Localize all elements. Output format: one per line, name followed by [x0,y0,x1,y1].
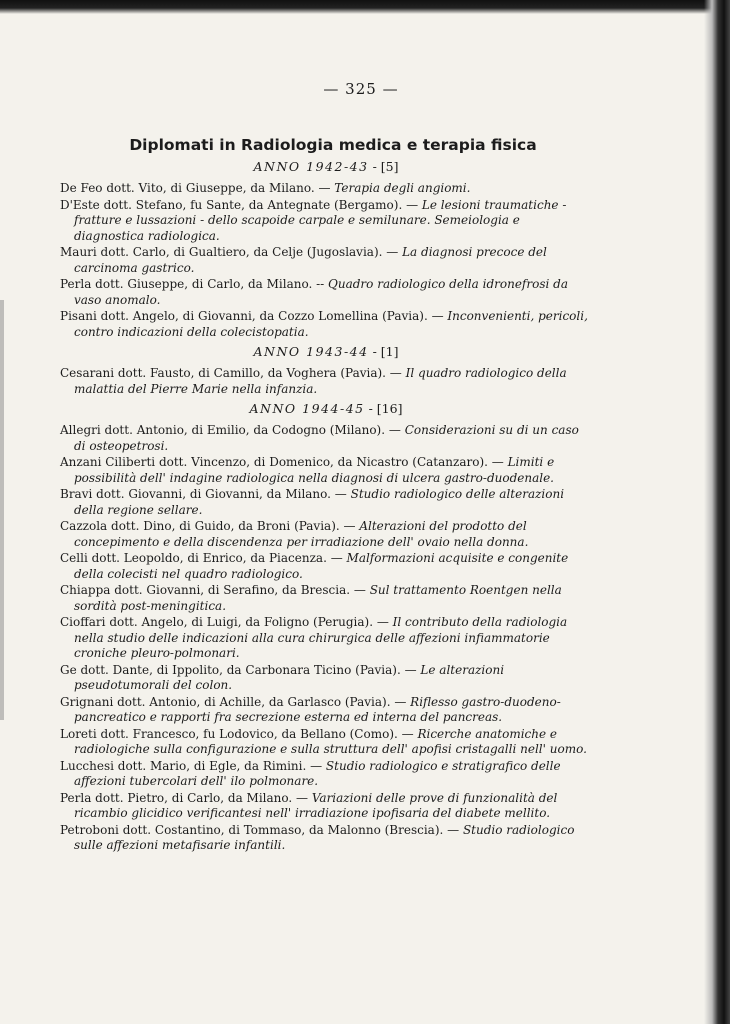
entry-thesis: Alterazioni del prodotto del concepimento e della discendenza per irradiazione dell' ovaio nella donna. [74,519,529,549]
entry-name: Cesarani dott. Fausto, di Camillo, da Voghera (Pavia). — [60,366,406,380]
year-label: ANNO 1943-44 [253,344,369,359]
year-section [60,159,592,340]
diploma-entry [60,791,592,822]
year-count: [1] [380,344,399,359]
entry-name: Pisani dott. Angelo, di Giovanni, da Cozzo Lomellina (Pavia). — [60,309,448,323]
entry-name: Allegri dott. Antonio, di Emilio, da Codogno (Milano). — [60,423,405,437]
entry-thesis: Il contributo della radiologia nella studio delle indicazioni alla cura chirurgica delle affezioni infiammatorie croniche pleuro-polmonari. [74,615,568,660]
entry-thesis: Terapia degli angiomi. [334,181,471,195]
diploma-entry [60,663,592,694]
diploma-entry [60,245,592,276]
entry-name: Lucchesi dott. Mario, di Egle, da Rimini. — [60,758,326,773]
page-title: Diplomati in Radiologia medica e terapia fisica [129,136,537,154]
entry-thesis: Quadro radiologico della idronefrosi da vaso anomalo. [74,277,568,307]
diploma-entry [60,366,592,397]
entry-name: De Feo dott. Vito, di Giuseppe, da Milano. — [60,181,335,195]
year-heading [60,159,592,174]
scan-binding-shadow [0,300,4,720]
year-section [60,401,592,854]
year-label: ANNO 1942-43 [253,159,369,174]
entry-name: Mauri dott. Carlo, di Gualtiero, da Celje (Jugoslavia). — [60,245,403,259]
entry-thesis: Ricerche anatomiche e radiologiche sulla configurazione e sulla struttura dell' apofisi cristagalli nell' uomo. [74,726,587,756]
entry-thesis: La diagnosi precoce del carcinoma gastrico. [74,245,547,275]
entry-name: Ge dott. Dante, di Ippolito, da Carbonara Ticino (Pavia). — [60,662,421,677]
entry-thesis: Le alterazioni pseudotumorali del colon. [74,662,505,692]
diploma-entry [60,519,592,550]
entry-thesis: Malformazioni acquisite e congenite della colecisti nel quadro radiologico. [74,551,569,581]
entry-name: Loreti dott. Francesco, fu Lodovico, da Bellano (Como). — [60,726,418,741]
entry-name: D'Este dott. Stefano, fu Sante, da Antegnate (Bergamo). — [60,197,422,212]
year-section [60,344,592,397]
diploma-entry [60,583,592,614]
entry-thesis: Le lesioni traumatiche - fratture e lussazioni - dello scapoide carpale e semilunare. Semeiologia e diagnostica radiologica. [74,197,567,243]
entry-thesis: Studio radiologico sulle affezioni metafisarie infantili. [74,822,575,852]
diploma-entry [60,759,592,790]
entry-name: Grignani dott. Antonio, di Achille, da Garlasco (Pavia). — [60,694,411,709]
year-label: ANNO 1944-45 [249,401,365,416]
entry-thesis: Studio radiologico e stratigrafico delle affezioni tubercolari dell' ilo polmonare. [74,758,561,788]
diploma-entry [60,277,592,308]
diploma-entry [60,615,592,662]
scan-edge-right [704,0,730,1024]
entry-thesis: Riflesso gastro-duodeno-pancreatico e rapporti fra secrezione esterna ed interna del pancreas. [74,694,561,724]
entry-thesis: Studio radiologico delle alterazioni della regione sellare. [74,487,565,517]
entry-name: Perla dott. Giuseppe, di Carlo, da Milano. -- [60,277,329,291]
entry-name: Anzani Ciliberti dott. Vincenzo, di Domenico, da Nicastro (Catanzaro). — [60,455,508,469]
year-count: [16] [376,401,403,416]
entry-thesis: Il quadro radiologico della malattia del Pierre Marie nella infanzia. [74,366,567,396]
page-number: — 325 — [323,80,399,98]
diploma-entry [60,455,592,486]
entry-name: Chiappa dott. Giovanni, di Serafino, da Brescia. — [60,583,370,597]
document-page [60,80,592,855]
diploma-entry [60,181,592,197]
entry-thesis: Considerazioni su di un caso di osteopetrosi. [74,423,579,453]
year-count: [5] [380,159,399,174]
diploma-entry [60,309,592,340]
entry-name: Cioffari dott. Angelo, di Luigi, da Foligno (Perugia). — [60,615,393,629]
year-sections [60,159,592,854]
diploma-entry [60,695,592,726]
entry-thesis: Inconvenienti, pericoli, contro indicazioni della colecistopatia. [74,309,588,339]
year-separator: - [364,401,377,416]
entry-name: Celli dott. Leopoldo, di Enrico, da Piacenza. — [60,551,347,565]
diploma-entry [60,423,592,454]
entry-thesis: Limiti e possibilità dell' indagine radiologica nella diagnosi di ulcera gastro-duodenale. [74,455,555,485]
scan-edge-top [0,0,730,14]
diploma-entry [60,198,592,245]
entry-name: Perla dott. Pietro, di Carlo, da Milano. — [60,790,312,805]
entry-name: Petroboni dott. Costantino, di Tommaso, da Malonno (Brescia). — [60,822,463,837]
diploma-entry [60,727,592,758]
diploma-entry [60,551,592,582]
year-heading [60,401,592,416]
year-separator: - [368,344,381,359]
diploma-entry [60,487,592,518]
entry-thesis: Sul trattamento Roentgen nella sordità post-meningitica. [74,583,562,613]
entry-thesis: Variazioni delle prove di funzionalità del ricambio glicidico verificantesi nell' irradiazione ipofisaria del diabete mellito. [74,790,558,820]
entry-name: Cazzola dott. Dino, di Guido, da Broni (Pavia). — [60,519,360,533]
year-separator: - [368,159,381,174]
year-heading [60,344,592,359]
entry-name: Bravi dott. Giovanni, di Giovanni, da Milano. — [60,487,351,501]
diploma-entry [60,823,592,854]
